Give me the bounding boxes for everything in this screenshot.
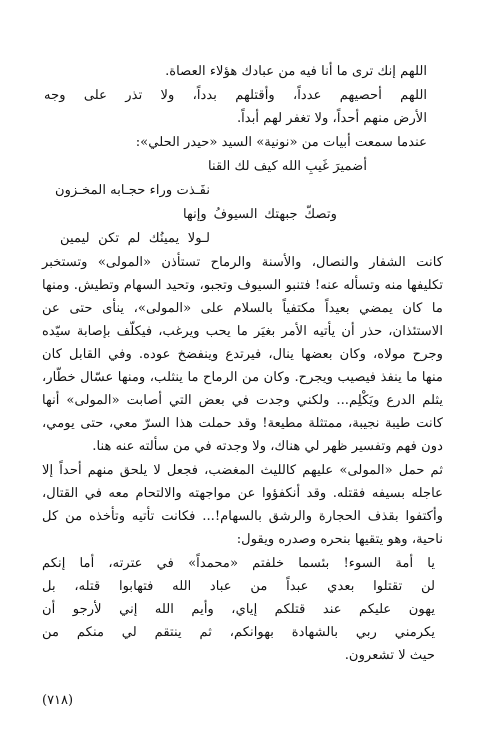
poem-verse-1-first-half: أضميرَ غَيبِ الله كيف لك القنا (207, 159, 367, 174)
paragraph-1-line-1: كانت الشفار والنصال، والأسنة والرماح تستأذن «المولى» وتستخبر (42, 255, 443, 270)
paragraph-2-line-3: وأكتفوا بقذف الحجارة والرشق بالسهام!... فكانت تأتيه وتأخذه من كل (42, 509, 443, 524)
paragraph-1-line-7: يثلم الدرع ويَكْلِم... ولكني وجدت في بعض التي أصابت «المولى» أنها (42, 393, 443, 408)
paragraph-1-line-6: منها ما ينفذ فيصيب ويجرح. وكان من الرماح ما ينثلب، ومنها عسّال خطّار، (42, 370, 443, 385)
paragraph-2-line-1: ثم حمل «المولى» عليهم كالليث المغضب، فجعل لا يلحق منهم أحداً إلا (42, 463, 443, 478)
paragraph-1-line-3: ما كان يمضي بعيداً مكتفياً بالسلام على «المولى»، ينأى حتى عن (42, 301, 443, 316)
poem-verse-2-first-half: وتصكّ جبهتك السيوفُ وإنها (183, 207, 337, 222)
page-number: (٧١٨) (42, 693, 74, 708)
poem-verse-2-second-half: لـولا يمينُك لم تكن ليمين (60, 231, 210, 246)
paragraph-2-line-4: ناحية، وهو يتقيها بنحره وصدره ويقول: (236, 532, 443, 547)
prayer-line-2: اللهم أحصيهم عدداً، وأقتلهم بدداً، ولا تذر على وجه (44, 88, 427, 103)
quote-line-2: لن تقتلوا بعدي عبداً من عباد الله فتهابوا قتله، بل (42, 579, 435, 594)
paragraph-1-line-5: وجرح مولاه، وكان بعضها ينال، فيرتدع وينفضخ عوده. وفي القابل كان (42, 347, 443, 362)
intro-line: عندما سمعت أبيات من «نونية» السيد «حيدر الحلي»: (135, 135, 427, 150)
quote-line-4: يكرمني ربي بالشهادة بهوانكم، ثم ينتقم لي منكم من (42, 625, 435, 640)
paragraph-1-line-9: دون فهم وتفسير ظهر لي هناك، ولا وجدته في من سألته عنه هنا. (92, 439, 443, 454)
quote-line-5: حيث لا تشعرون. (344, 648, 435, 663)
quote-line-1: يا أمة السوء! بئسما خلفتم «محمداً» في عترته، أما إنكم (42, 556, 435, 571)
quote-line-3: يهون عليكم عند قتلكم إياي، وأيم الله إني لأرجو أن (42, 602, 435, 617)
paragraph-2-line-2: عاجله بسيفه فقتله. وقد أنكفؤوا عن مواجهته والالتحام معه في القتال، (42, 486, 443, 501)
prayer-line-1: اللهم إنك ترى ما أنا فيه من عبادك هؤلاء العصاة. (165, 64, 427, 79)
paragraph-1-line-4: الاستئذان، حذر أن يأتيه الأمر بغيَر ما يحب ويرغب، فيكلّف بإصابة سيّده (42, 324, 443, 339)
poem-verse-1-second-half: نفَـذت وراء حجـابه المخـزون (54, 183, 210, 198)
paragraph-1-line-8: كانت طيبة نجيبة، ممتثلة مطيعة! وقد حملت هذا السرّ معي، حتى يومي، (42, 416, 443, 431)
paragraph-1-line-2: تكليفها منه وتسأله عنه! فتنبو السيوف وتجبو، وتحيد السهام وتطيش. ومنها (42, 278, 443, 293)
prayer-line-3: الأرض منهم أحداً، ولا تغفر لهم أبداً. (236, 111, 427, 126)
